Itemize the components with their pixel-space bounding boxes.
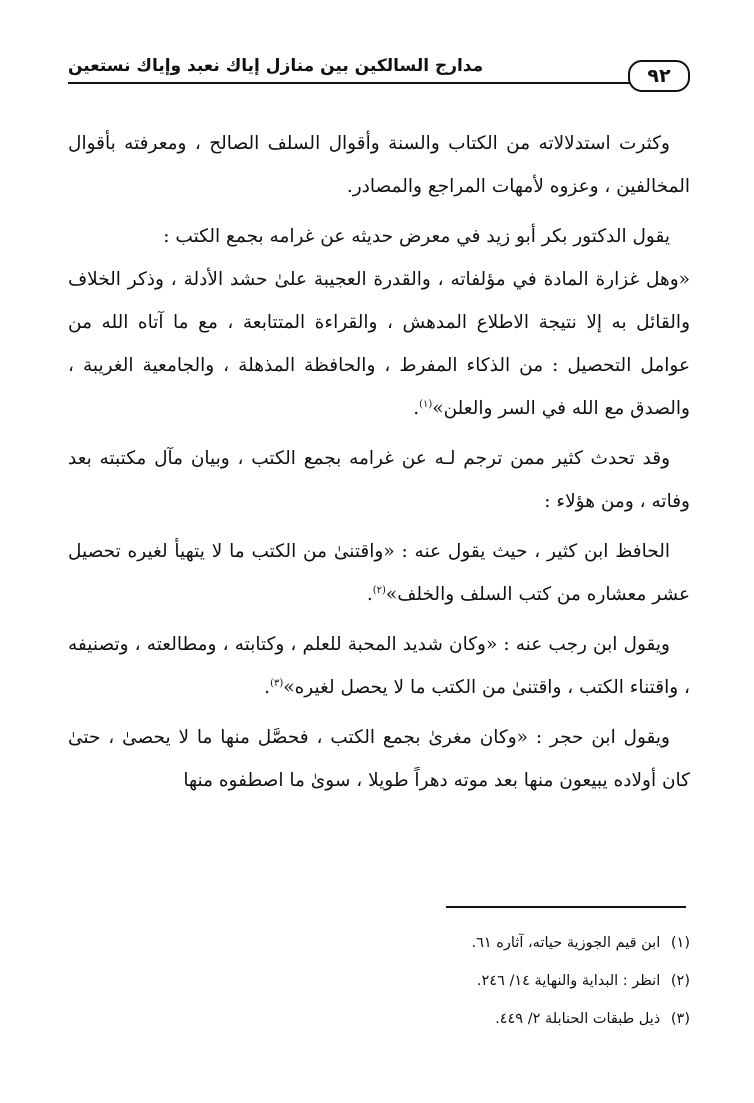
- footnote-number: (٢): [670, 973, 690, 989]
- footnote-text: انظر : البداية والنهاية ١٤/ ٢٤٦.: [476, 973, 661, 989]
- footnote-text: ذيل طبقات الحنابلة ٢/ ٤٤٩.: [495, 1011, 661, 1027]
- paragraph-2: يقول الدكتور بكر أبو زيد في معرض حديثه عن غرامه بجمع الكتب : «وهل غزارة المادة في مؤلفاته ، والقدرة العجيبة علىٰ حشد الأدلة ، وذكر الخلاف والقائل به إلا نتيجة الاطلاع المدهش ، والقراءة المتتابعة ، مع ما آتاه الله من عوامل التحصيل : من الذكاء المفرط ، والحافظة المذهلة ، والجامعية الغريبة ، والصدق مع الله في السر والعلن»$^{(١)}$.: [68, 226, 690, 419]
- header-rule: [68, 82, 630, 84]
- paragraph-2-quote: «وهل غزارة المادة في مؤلفاته ، والقدرة العجيبة علىٰ حشد الأدلة ، وذكر الخلاف والقائل به إلا نتيجة الاطلاع المدهش ، والقراءة المتتابعة ، مع ما آتاه الله من عوامل التحصيل : من الذكاء المفرط ، والحافظة المذهلة ، والجامعية الغريبة ، والصدق مع الله في السر والعلن»: [68, 269, 690, 419]
- paragraph-5-text: ويقول ابن رجب عنه : «وكان شديد المحبة للعلم ، وكتابته ، ومطالعته ، وتصنيفه ، واقتناء الكتب ، واقتنىٰ من الكتب ما لا يحصل لغيره»: [68, 634, 690, 698]
- footnotes: [68, 924, 690, 1038]
- paragraph-4-text: الحافظ ابن كثير ، حيث يقول عنه : «واقتنىٰ من الكتب ما لا يتهيأ لغيره تحصيل عشر معشاره من كتب السلف والخلف»: [68, 541, 690, 605]
- footnote-2: [68, 962, 690, 1000]
- page-header: [68, 52, 690, 98]
- paragraph-6-text: ويقول ابن حجر : «وكان مغرىٰ بجمع الكتب ، فحصَّل منها ما لا يحصىٰ ، حتىٰ كان أولاده يبيعون منها بعد موته دهراً طويلا ، سوىٰ ما اصطفوه منها: [68, 727, 690, 791]
- paragraph-4: الحافظ ابن كثير ، حيث يقول عنه : «واقتنىٰ من الكتب ما لا يتهيأ لغيره تحصيل عشر معشاره من كتب السلف والخلف»$^{(٢)}$.: [68, 541, 690, 605]
- footnote-ref-1: (١): [419, 398, 433, 410]
- paragraph-2-intro: يقول الدكتور بكر أبو زيد في معرض حديثه عن غرامه بجمع الكتب :: [163, 226, 670, 247]
- footnote-ref-3: (٣): [270, 677, 284, 689]
- footnote-ref-2: (٢): [372, 584, 386, 596]
- running-title: مدارج السالكين بين منازل إياك نعبد وإياك نستعين: [68, 56, 484, 76]
- page-number: ٩٢: [628, 60, 690, 92]
- paragraph-3: [68, 437, 690, 523]
- footnote-3: [68, 1000, 690, 1038]
- footnote-number: (٣): [670, 1011, 690, 1027]
- paragraph-6: [68, 716, 690, 802]
- paragraph-1-text: وكثرت استدلالاته من الكتاب والسنة وأقوال السلف الصالح ، ومعرفته بأقوال المخالفين ، وعزوه لأمهات المراجع والمصادر.: [68, 133, 690, 197]
- body-text: [68, 122, 690, 809]
- paragraph-1: [68, 122, 690, 208]
- footnote-number: (١): [670, 935, 690, 951]
- footnote-1: [68, 924, 690, 962]
- footnote-text: ابن قيم الجوزية حياته، آثاره ٦١.: [471, 935, 661, 951]
- paragraph-3-text: وقد تحدث كثير ممن ترجم لـه عن غرامه بجمع الكتب ، وبيان مآل مكتبته بعد وفاته ، ومن هؤلاء :: [68, 448, 690, 512]
- paragraph-5: ويقول ابن رجب عنه : «وكان شديد المحبة للعلم ، وكتابته ، ومطالعته ، وتصنيفه ، واقتناء الكتب ، واقتنىٰ من الكتب ما لا يحصل لغيره»$^{(٣)}$.: [68, 634, 690, 698]
- footnote-rule: [446, 906, 686, 908]
